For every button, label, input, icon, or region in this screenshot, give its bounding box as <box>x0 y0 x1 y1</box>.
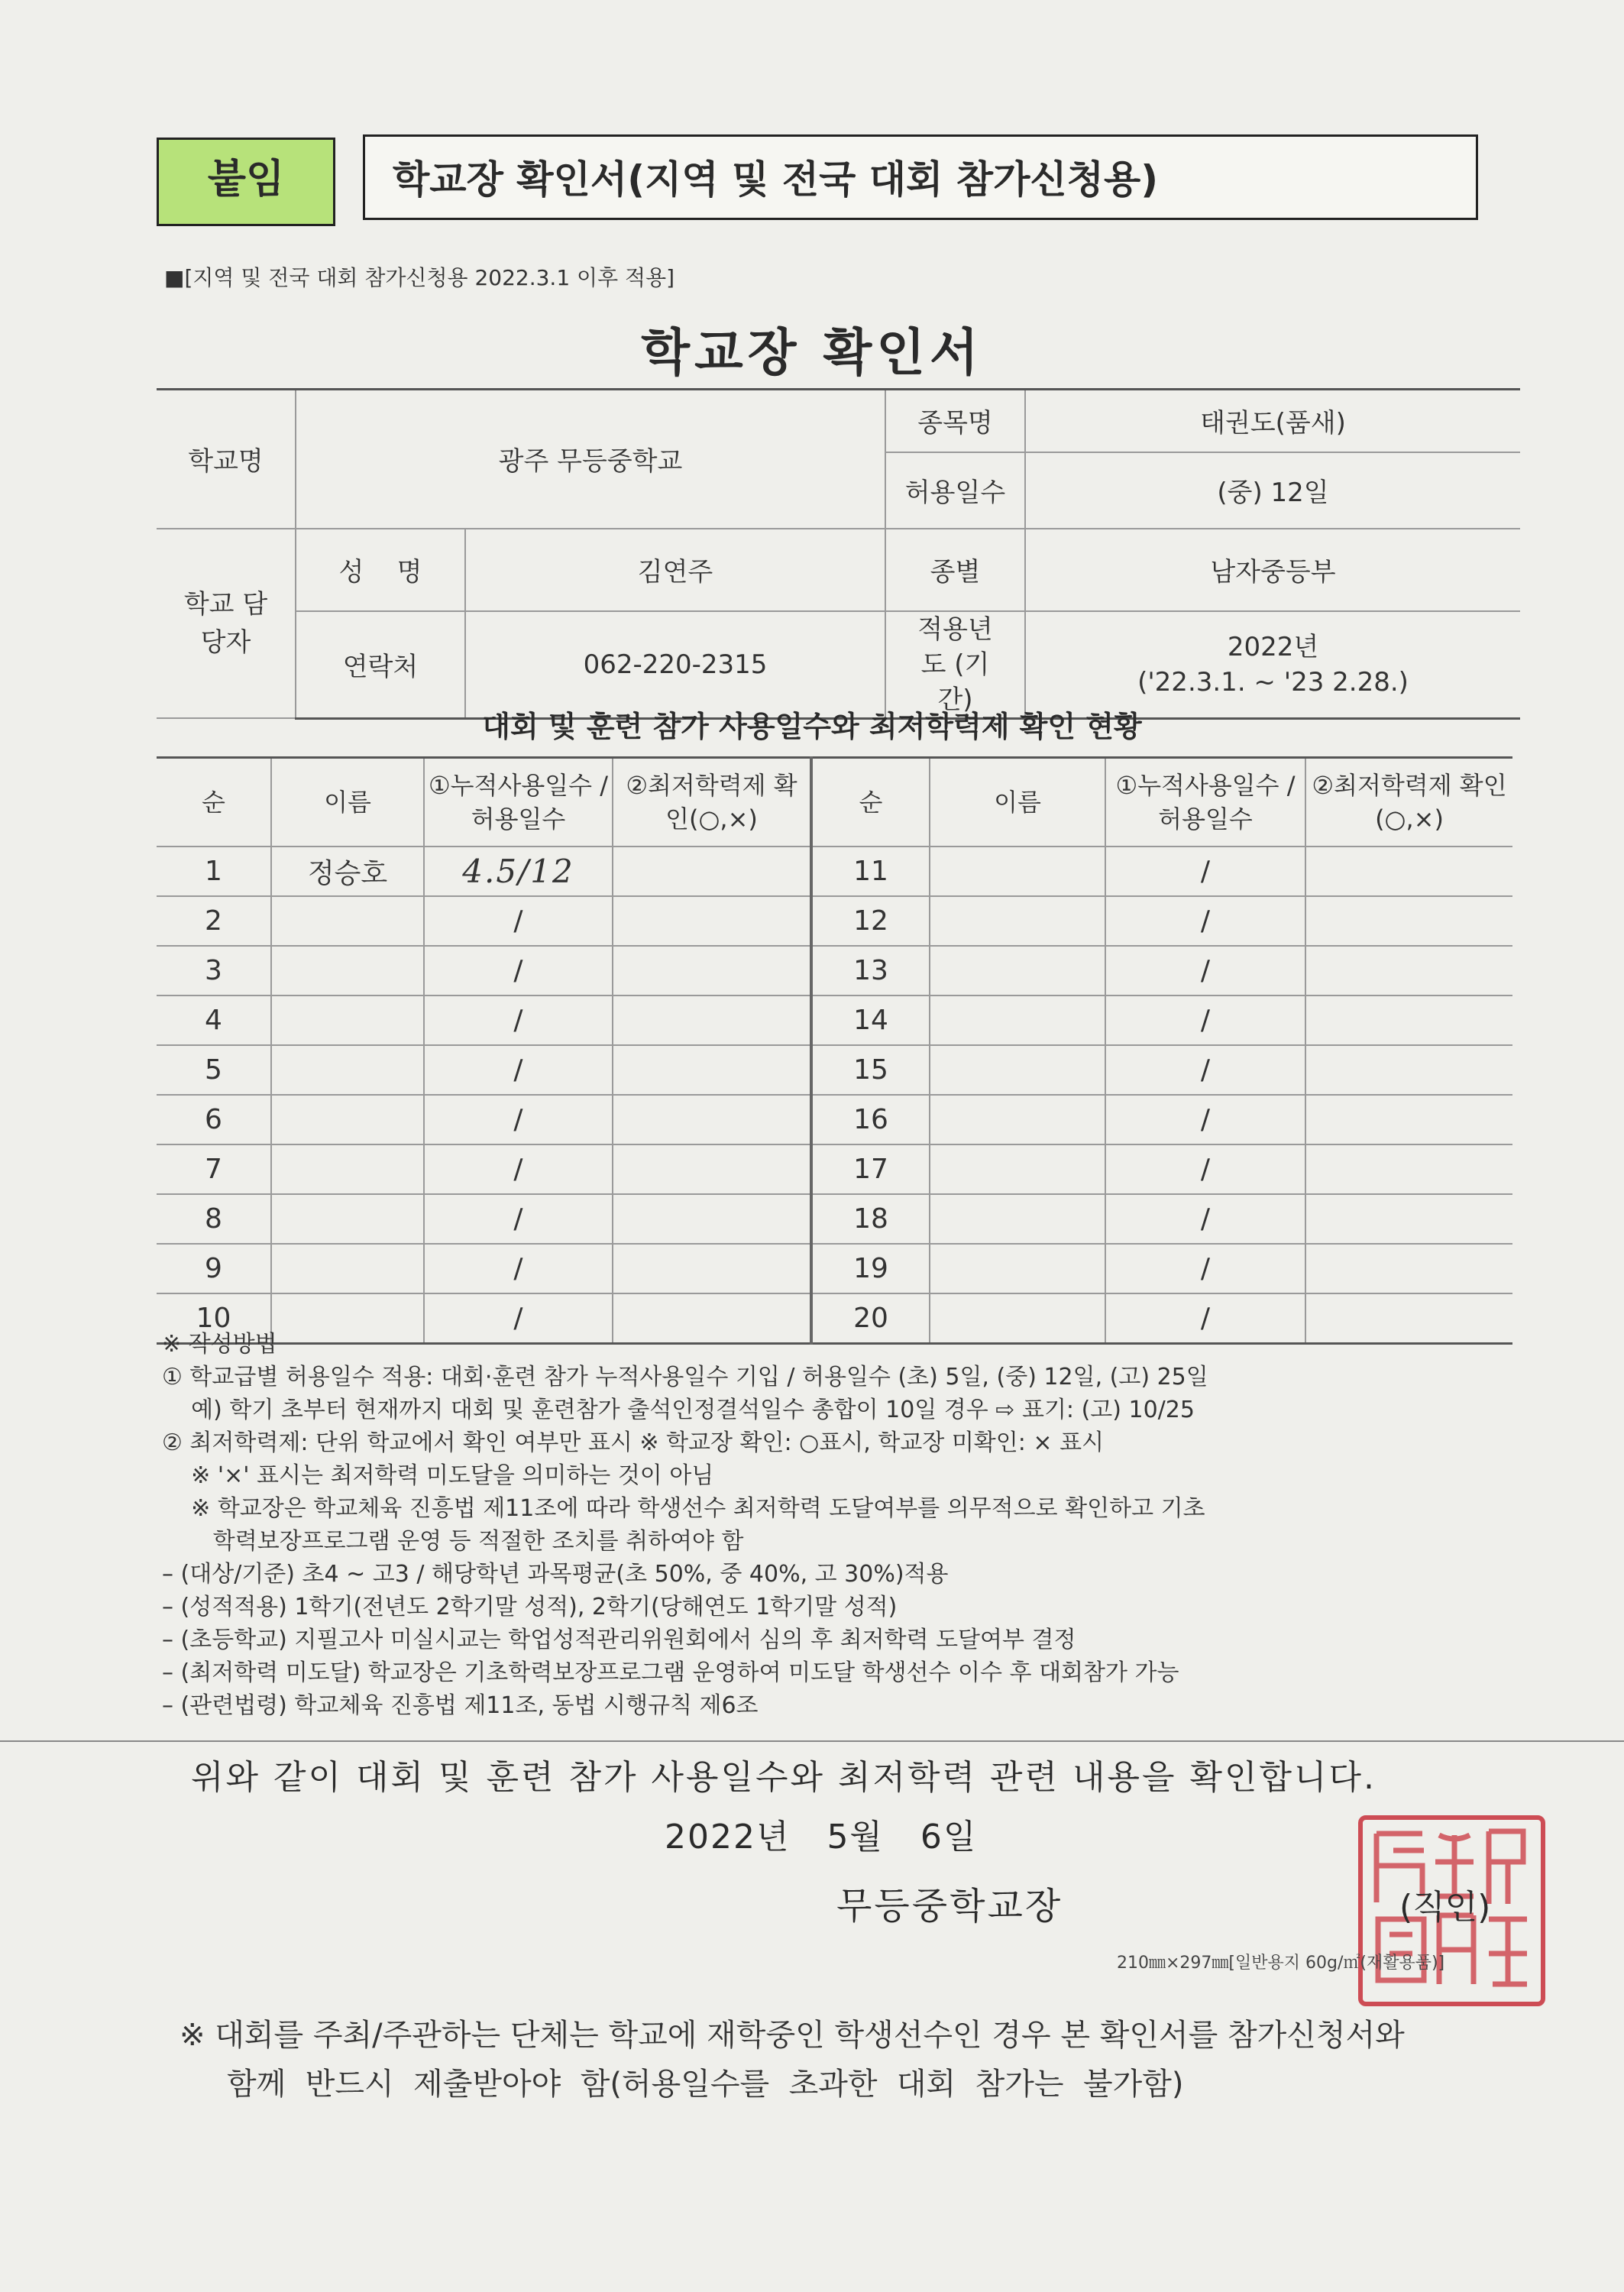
table-row <box>157 896 1512 946</box>
student-name: 정승호 <box>271 847 424 896</box>
student-name <box>271 1095 424 1144</box>
minimum-grade-check <box>613 1244 811 1293</box>
table-row <box>157 1244 1512 1293</box>
row-number: 18 <box>811 1194 930 1244</box>
days-used: / <box>424 896 613 946</box>
info-table <box>157 388 1520 720</box>
row-number: 9 <box>157 1244 271 1293</box>
days-used: / <box>424 1095 613 1144</box>
name-value: 김연주 <box>465 529 885 611</box>
instruction-line: – (대상/기준) 초4 ~ 고3 / 해당학년 과목평균(초 50%, 중 40%, 고 30%)적용 <box>162 1561 949 1588</box>
period-value: ('22.3.1. ~ '23 2.28.) <box>1137 666 1409 698</box>
contact-value: 062-220-2315 <box>465 611 885 719</box>
row-number: 11 <box>811 847 930 896</box>
row-number: 2 <box>157 896 271 946</box>
minimum-grade-check <box>613 1095 811 1144</box>
student-name <box>930 896 1105 946</box>
student-name <box>271 1244 424 1293</box>
row-number: 7 <box>157 1144 271 1194</box>
days-used: / <box>1105 1244 1305 1293</box>
row-number: 16 <box>811 1095 930 1144</box>
year-label: 적용년도 (기간) <box>885 611 1025 719</box>
row-number: 8 <box>157 1194 271 1244</box>
student-name <box>930 1095 1105 1144</box>
student-name <box>930 847 1105 896</box>
allowed-days-value: (중) 12일 <box>1025 452 1520 529</box>
category-value: 남자중등부 <box>1025 529 1520 611</box>
minimum-grade-check <box>613 1144 811 1194</box>
applicability-note: ■[지역 및 전국 대회 참가신청용 2022.3.1 이후 적용] <box>164 265 675 290</box>
year-value: 2022년 <box>1227 631 1319 662</box>
student-name <box>930 946 1105 995</box>
minimum-grade-check <box>1305 946 1512 995</box>
instruction-line: – (관련법령) 학교체육 진흥법 제11조, 동법 시행규칙 제6조 <box>162 1692 759 1719</box>
school-label: 학교명 <box>157 390 296 529</box>
document-title: 학교장 확인서(지역 및 전국 대회 참가신청용) <box>363 134 1478 220</box>
days-used: / <box>424 1293 613 1344</box>
row-number: 15 <box>811 1045 930 1095</box>
header-days: ①누적사용일수 /허용일수 <box>424 758 613 847</box>
minimum-grade-check <box>613 1045 811 1095</box>
table-row <box>157 946 1512 995</box>
row-number: 3 <box>157 946 271 995</box>
header-name: 이름 <box>271 758 424 847</box>
minimum-grade-check <box>1305 1244 1512 1293</box>
days-used: / <box>1105 1144 1305 1194</box>
student-name <box>271 1045 424 1095</box>
days-used: / <box>1105 995 1305 1045</box>
minimum-grade-check <box>1305 1194 1512 1244</box>
page-title: 학교장 확인서 <box>641 323 983 382</box>
header-name-2: 이름 <box>930 758 1105 847</box>
student-name <box>271 1144 424 1194</box>
minimum-grade-check <box>613 946 811 995</box>
instructions <box>162 1328 1529 1722</box>
row-number: 14 <box>811 995 930 1045</box>
contact-label: 연락처 <box>296 611 465 719</box>
days-used: / <box>1105 1293 1305 1344</box>
issue-date: 2022년 5월 6일 <box>665 1818 978 1857</box>
minimum-grade-check <box>1305 847 1512 896</box>
row-number: 6 <box>157 1095 271 1144</box>
footer-line: ※ 대회를 주최/주관하는 단체는 학교에 재학중인 학생선수인 경우 본 확인서를 참가신청서와 <box>180 2018 1405 2053</box>
name-label: 성 명 <box>296 529 465 611</box>
header-check-2: ②최저학력제 확인(○,×) <box>1305 758 1512 847</box>
instruction-line: 예) 학기 초부터 현재까지 대회 및 훈련참가 출석인정결석일수 총합이 10일 경우 ⇨ 표기: (고) 10/25 <box>162 1397 1195 1423</box>
student-name <box>930 1045 1105 1095</box>
instruction-line: – (초등학교) 지필고사 미실시교는 학업성적관리위원회에서 심의 후 최저학력 도달여부 결정 <box>162 1627 1076 1653</box>
days-used: / <box>424 1144 613 1194</box>
minimum-grade-check <box>613 847 811 896</box>
attachment-badge: 붙임 <box>157 138 335 226</box>
student-name <box>930 1144 1105 1194</box>
row-number: 19 <box>811 1244 930 1293</box>
school-value: 광주 무등중학교 <box>296 390 885 529</box>
row-number: 1 <box>157 847 271 896</box>
days-used: / <box>1105 896 1305 946</box>
row-number: 4 <box>157 995 271 1045</box>
table-row <box>157 1045 1512 1095</box>
footer-line: 함께 반드시 제출받아야 함(허용일수를 초과한 대회 참가는 불가함) <box>227 2067 1184 2102</box>
instruction-line: ② 최저학력제: 단위 학교에서 확인 여부만 표시 ※ 학교장 확인: ○표시, 학교장 미확인: × 표시 <box>162 1429 1105 1456</box>
days-used: / <box>424 1045 613 1095</box>
instruction-line: ※ 학교장은 학교체육 진흥법 제11조에 따라 학생선수 최저학력 도달여부를 의무적으로 확인하고 기초 <box>162 1495 1205 1522</box>
minimum-grade-check <box>1305 1045 1512 1095</box>
allowed-days-label: 허용일수 <box>885 452 1025 529</box>
days-used: / <box>424 1194 613 1244</box>
instruction-line: – (성적적용) 1학기(전년도 2학기말 성적), 2학기(당해연도 1학기말 성적) <box>162 1594 898 1620</box>
roster-table <box>157 756 1512 1345</box>
table-row <box>157 995 1512 1045</box>
days-used: / <box>1105 1194 1305 1244</box>
row-number: 13 <box>811 946 930 995</box>
instruction-line: ※ '×' 표시는 최저학력 미도달을 의미하는 것이 아님 <box>162 1462 714 1489</box>
minimum-grade-check <box>1305 1095 1512 1144</box>
table-row <box>157 1144 1512 1194</box>
year-cell <box>1025 611 1520 719</box>
student-name <box>271 995 424 1045</box>
table-row <box>157 1095 1512 1144</box>
student-name <box>271 1194 424 1244</box>
principal-title: 무등중학교장 <box>836 1885 1063 1928</box>
seal-label: (직인) <box>1399 1888 1491 1927</box>
confirmation-statement: 위와 같이 대회 및 훈련 참가 사용일수와 최저학력 관련 내용을 확인합니다. <box>191 1758 1377 1797</box>
days-used: / <box>1105 1045 1305 1095</box>
instruction-line: – (최저학력 미도달) 학교장은 기초학력보장프로그램 운영하여 미도달 학생선수 이수 후 대회참가 가능 <box>162 1659 1179 1686</box>
student-name <box>271 946 424 995</box>
header-no-2: 순 <box>811 758 930 847</box>
row-number: 17 <box>811 1144 930 1194</box>
days-used: / <box>1105 946 1305 995</box>
minimum-grade-check <box>613 896 811 946</box>
divider <box>0 1740 1624 1742</box>
section-title: 대회 및 훈련 참가 사용일수와 최저학력제 확인 현황 <box>482 710 1142 743</box>
table-row <box>157 1194 1512 1244</box>
row-number: 5 <box>157 1045 271 1095</box>
minimum-grade-check <box>1305 995 1512 1045</box>
instruction-line: ※ 작성방법 <box>162 1331 277 1358</box>
table-row <box>157 847 1512 896</box>
minimum-grade-check <box>1305 1144 1512 1194</box>
days-used: 4.5/12 <box>424 847 613 896</box>
header-no: 순 <box>157 758 271 847</box>
event-label: 종목명 <box>885 390 1025 452</box>
minimum-grade-check <box>613 995 811 1045</box>
header-days-2: ①누적사용일수 /허용일수 <box>1105 758 1305 847</box>
student-name <box>930 1194 1105 1244</box>
minimum-grade-check <box>613 1194 811 1244</box>
student-name <box>930 1244 1105 1293</box>
event-value: 태권도(품새) <box>1025 390 1520 452</box>
days-used: / <box>1105 847 1305 896</box>
footer-note <box>180 2011 1524 2109</box>
paper-spec-note: 210㎜×297㎜[일반용지 60g/㎡(재활용품)] <box>1117 1954 1445 1973</box>
manager-label: 학교 담당자 <box>157 529 296 719</box>
minimum-grade-check <box>1305 896 1512 946</box>
category-label: 종별 <box>885 529 1025 611</box>
days-used: / <box>424 995 613 1045</box>
student-name <box>271 896 424 946</box>
days-used: / <box>1105 1095 1305 1144</box>
days-used: / <box>424 1244 613 1293</box>
instruction-line: 학력보장프로그램 운영 등 적절한 조치를 취하여야 함 <box>162 1528 744 1555</box>
row-number: 10 <box>157 1293 271 1344</box>
header-check: ②최저학력제 확인(○,×) <box>613 758 811 847</box>
row-number: 20 <box>811 1293 930 1344</box>
instruction-line: ① 학교급별 허용일수 적용: 대회·훈련 참가 누적사용일수 기입 / 허용일수 (초) 5일, (중) 12일, (고) 25일 <box>162 1364 1208 1390</box>
student-name <box>930 995 1105 1045</box>
days-used: / <box>424 946 613 995</box>
row-number: 12 <box>811 896 930 946</box>
